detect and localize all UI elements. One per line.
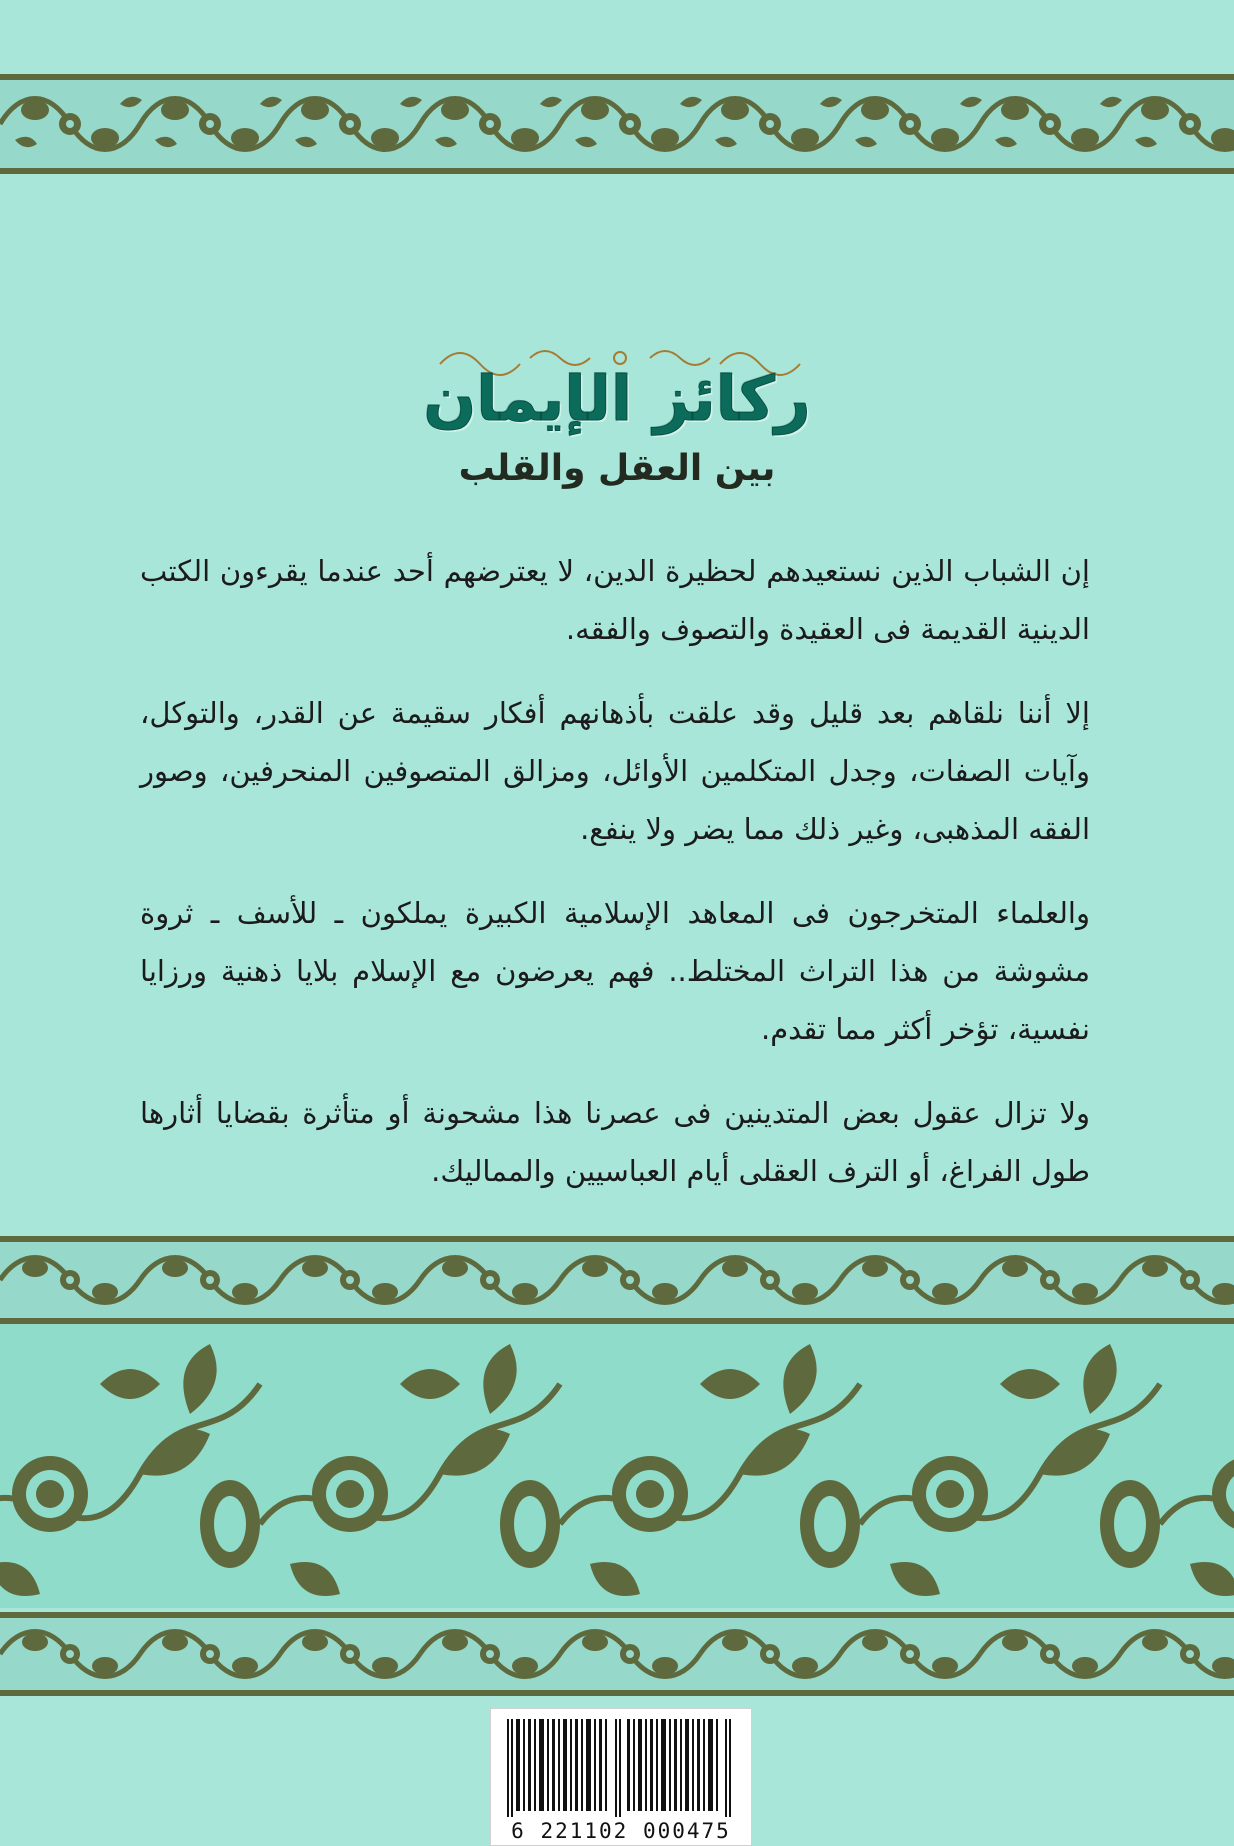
barcode-bars: [505, 1719, 737, 1817]
barcode-number: 6 221102 000475: [511, 1819, 731, 1843]
blurb-paragraph: ولا تزال عقول بعض المتدينين فى عصرنا هذا مشحونة أو متأثرة بقضايا أثارها طول الفراغ، أو الترف العقلى أيام العباسيين والمماليك.: [140, 1096, 1090, 1188]
large-floral-band: [0, 1324, 1234, 1608]
top-floral-border: [0, 74, 1234, 174]
bottom-floral-border: [0, 1612, 1234, 1696]
barcode: [490, 1708, 752, 1846]
blurb-paragraph: إلا أننا نلقاهم بعد قليل وقد علقت بأذهانهم أفكار سقيمة عن القدر، والتوكل، وآيات الصفات، وجدل المتكلمين الأوائل، ومزالق المتصوفين المنحرفين، وصور الفقه المذهبى، وغير ذلك مما يضر ولا ينفع.: [140, 696, 1090, 846]
book-title: ركائز الإيمان: [423, 362, 811, 435]
blurb-paragraph: والعلماء المتخرجون فى المعاهد الإسلامية الكبيرة يملكون ـ للأسف ـ ثروة مشوشة من هذا التراث المختلط.. فهم يعرضون مع الإسلام بلايا ذهنية ورزايا نفسية، تؤخر أكثر مما تقدم.: [140, 896, 1090, 1046]
blurb-text: [140, 542, 1090, 1226]
middle-floral-border: [0, 1236, 1234, 1324]
book-subtitle: بين العقل والقلب: [458, 448, 776, 489]
blurb-paragraph: إن الشباب الذين نستعيدهم لحظيرة الدين، لا يعترضهم أحد عندما يقرءون الكتب الدينية القديمة فى العقيدة والتصوف والفقه.: [140, 554, 1090, 646]
